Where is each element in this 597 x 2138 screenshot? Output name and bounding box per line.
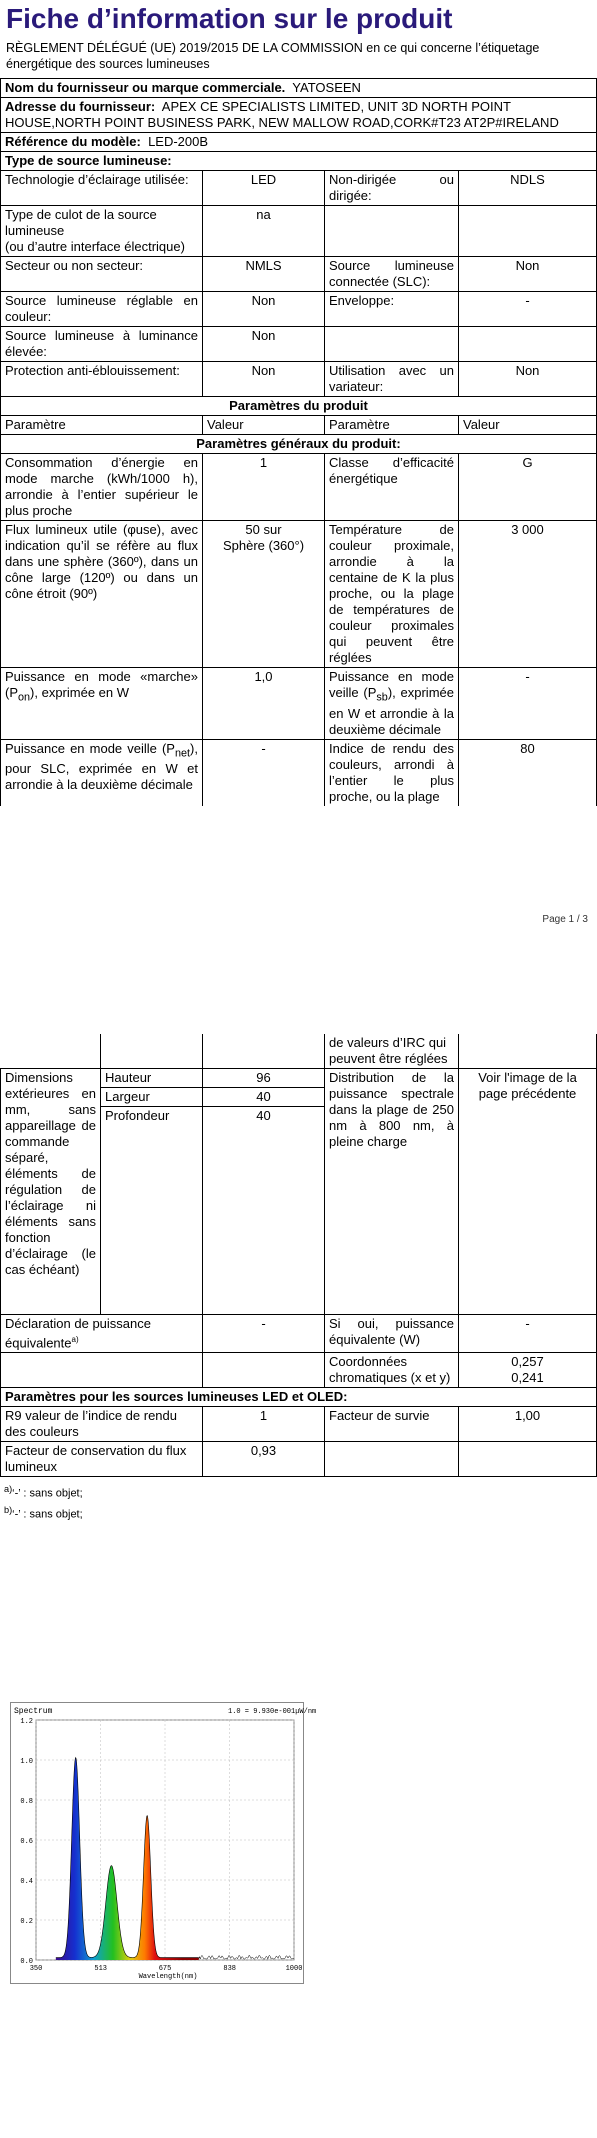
model-ref-value: LED-200B	[148, 134, 209, 149]
pon-value: 1,0	[203, 668, 325, 740]
column-header-row	[1, 416, 597, 435]
glare-label: Protection anti-éblouissement:	[1, 362, 203, 397]
pon-sub: on	[18, 691, 31, 704]
light-source-type-heading: Type de source lumineuse:	[1, 152, 597, 171]
envelope-label: Enveloppe:	[325, 292, 459, 327]
maintenance-row	[1, 1442, 597, 1477]
cct-label: Température de couleur proximale, arrondie à la centaine de K la plus proche, ou la plage de températures de couleur proximales qui peuvent être réglées	[325, 521, 459, 668]
tunable-row	[1, 292, 597, 327]
height-value: 96	[203, 1069, 325, 1088]
spectrum-x-axis-label: Wavelength(nm)	[138, 1973, 198, 1981]
supplier-name-row	[1, 79, 597, 98]
regulation-subtitle: RÈGLEMENT DÉLÉGUÉ (UE) 2019/2015 DE LA COMMISSION en ce qui concerne l’étiquetage énergétique des sources lumineuses	[6, 41, 540, 71]
survival-value: 1,00	[459, 1407, 597, 1442]
envelope-value: -	[459, 292, 597, 327]
equiv-w-label: Si oui, puissance équivalente (W)	[325, 1315, 459, 1353]
col-value-1: Valeur	[203, 416, 325, 435]
spectrum-x-tick-label: 1000	[285, 1965, 303, 1973]
spectrum-x-tick-label: 675	[158, 1965, 172, 1973]
page-1	[0, 0, 596, 806]
depth-value: 40	[203, 1107, 325, 1315]
high-luminance-row	[1, 327, 597, 362]
chroma-x: 0,257	[511, 1354, 544, 1370]
model-ref-label: Référence du modèle:	[5, 134, 141, 149]
high-luminance-value: Non	[203, 327, 325, 362]
dimensions-label: Dimensions extérieures en mm, sans appareillage de commande séparé, éléments de régulation de l’éclairage ni éléments sans fonction d’éclairage (le cas échéant)	[1, 1069, 101, 1315]
cri-label-part1: Indice de rendu des couleurs, arrondi à l’entier le plus proche, ou la plage	[325, 739, 459, 806]
col-value-2: Valeur	[459, 416, 597, 435]
equiv-w-value: -	[459, 1315, 597, 1353]
consumption-value: 1	[203, 454, 325, 521]
spectrum-y-tick-label: 1.0	[20, 1758, 33, 1766]
cri-label-part2: de valeurs d’IRC qui peuvent être réglées	[325, 1034, 459, 1069]
col-param-2: Paramètre	[325, 416, 459, 435]
efficiency-label: Classe d’efficacité énergétique	[325, 454, 459, 521]
equivalent-power-row	[1, 1315, 597, 1353]
flux-label: Flux lumineux utile (φuse), avec indication qu’il se réfère au flux dans une sphère (360º), dans un cône large (120º) ou dans un cône étroit (90º)	[1, 521, 203, 668]
consumption-row	[1, 454, 597, 521]
efficiency-value: G	[459, 454, 597, 521]
height-label: Hauteur	[101, 1069, 203, 1088]
spectrum-x-tick-label: 513	[94, 1965, 108, 1973]
mains-value: NMLS	[203, 257, 325, 292]
pon-label-post: ), exprimée en W	[30, 685, 130, 700]
flux-row	[1, 521, 597, 668]
tech-label: Technologie d’éclairage utilisée:	[1, 171, 203, 206]
cri-value: 80	[459, 739, 597, 806]
mains-label: Secteur ou non secteur:	[1, 257, 203, 292]
spectrum-y-tick-label: 0.6	[20, 1838, 33, 1846]
spectrum-y-tick-label: 1.2	[20, 1718, 33, 1726]
product-params-row	[1, 397, 597, 416]
high-luminance-label: Source lumineuse à luminance élevée:	[1, 327, 203, 362]
spectrum-frame	[11, 1703, 304, 1984]
footnote-b	[4, 1502, 592, 1523]
psb-sub: sb	[376, 691, 388, 704]
directional-label: Non-dirigée ou dirigée:	[325, 171, 459, 206]
flux-value-1: 50 sur	[245, 522, 282, 537]
chroma-y: 0,241	[511, 1370, 544, 1386]
supplier-name-label: Nom du fournisseur ou marque commerciale.	[5, 80, 286, 95]
spectrum-x-tick-label: 838	[223, 1965, 237, 1973]
footnotes	[0, 1477, 596, 1526]
maint-label: Facteur de conservation du flux lumineux	[1, 1442, 203, 1477]
psb-label-post: ), exprimée en W et arrondie à la deuxième décimale	[329, 685, 454, 737]
depth-label: Profondeur	[101, 1107, 203, 1315]
cap-label: Type de culot de la source lumineuse	[5, 207, 157, 238]
directional-value: NDLS	[459, 171, 597, 206]
power-on-row	[1, 668, 597, 740]
chroma-label: Coordonnées chromatiques (x et y)	[325, 1353, 459, 1388]
footnote-a-text: ‘-’ : sans objet;	[12, 1487, 83, 1500]
product-info-table	[0, 78, 597, 806]
product-info-table-continued	[0, 1034, 597, 1477]
r9-label: R9 valeur de l’indice de rendu des couleurs	[1, 1407, 203, 1442]
page-number: Page 1 / 3	[542, 914, 588, 925]
pon-label: Puissance en mode «marche» (P	[5, 669, 198, 700]
footnote-a-mark: a)	[4, 1484, 13, 1495]
supplier-address-row	[1, 98, 597, 133]
pnet-sub: net	[174, 747, 191, 760]
pnet-value: -	[203, 739, 325, 806]
glare-value: Non	[203, 362, 325, 397]
slc-value: Non	[459, 257, 597, 292]
cap-row	[1, 206, 597, 257]
spd-label: Distribution de la puissance spectrale dans la plage de 250 nm à 800 nm, à pleine charge	[325, 1069, 459, 1315]
glare-row	[1, 362, 597, 397]
equiv-footnote-mark: a)	[71, 1335, 79, 1344]
survival-label: Facteur de survie	[325, 1407, 459, 1442]
footnote-b-text: ‘-’ : sans objet;	[12, 1508, 83, 1521]
cct-value: 3 000	[459, 521, 597, 668]
consumption-label: Consommation d’énergie en mode marche (kWh/1000 h), arrondie à l’entier supérieur le plus proche	[1, 454, 203, 521]
footnote-a	[4, 1481, 592, 1502]
dimmer-value: Non	[459, 362, 597, 397]
dimmer-label: Utilisation avec un variateur:	[325, 362, 459, 397]
spectrum-y-tick-label: 0.2	[20, 1918, 33, 1926]
model-ref-row	[1, 133, 597, 152]
led-params-heading: Paramètres pour les sources lumineuses LED et OLED:	[1, 1388, 597, 1407]
equiv-label: Déclaration de puissance équivalente	[5, 1316, 151, 1351]
cap-value: na	[203, 206, 325, 257]
slc-label: Source lumineuse connectée (SLC):	[325, 257, 459, 292]
mains-row	[1, 257, 597, 292]
led-params-row	[1, 1388, 597, 1407]
tunable-value: Non	[203, 292, 325, 327]
page-2	[0, 1034, 596, 1527]
psb-value: -	[459, 668, 597, 740]
general-params-row	[1, 435, 597, 454]
height-row	[1, 1069, 597, 1088]
maint-value: 0,93	[203, 1442, 325, 1477]
pnet-label-post: ), pour SLC, exprimée en W et arrondie à la deuxième décimale	[5, 740, 198, 793]
spectrum-scale-text: 1.0 = 9.930e-001μW/nm	[228, 1708, 317, 1716]
spectrum-y-tick-label: 0.8	[20, 1798, 33, 1806]
psb-label: Puissance en mode veille (P	[329, 669, 454, 700]
supplier-address-value: APEX CE SPECIALISTS LIMITED, UNIT 3D NORTH POINT HOUSE,NORTH POINT BUSINESS PARK, NEW MALLOW ROAD,CORK#T23 AT2P#IRELAND	[5, 99, 559, 130]
supplier-name-value: YATOSEEN	[292, 80, 361, 95]
page-title: Fiche d’information sur le produit	[6, 3, 453, 34]
flux-value-2: Sphère (360°)	[222, 538, 305, 553]
r9-row	[1, 1407, 597, 1442]
width-value: 40	[203, 1088, 325, 1107]
spectrum-y-tick-label: 0.0	[20, 1958, 33, 1966]
product-params-heading: Paramètres du produit	[1, 397, 597, 416]
power-net-row	[1, 739, 597, 806]
tech-value: LED	[203, 171, 325, 206]
spd-value: Voir l'image de la page précédente	[459, 1069, 597, 1315]
width-label: Largeur	[101, 1088, 203, 1107]
r9-value: 1	[203, 1407, 325, 1442]
general-params-heading: Paramètres généraux du produit:	[1, 435, 597, 454]
pnet-label: Puissance en mode veille (P	[5, 740, 175, 756]
cap-label-2: (ou d’autre interface électrique)	[5, 239, 185, 254]
tunable-label: Source lumineuse réglable en couleur:	[1, 292, 203, 327]
cri-continued-row	[1, 1034, 597, 1069]
chromaticity-row	[1, 1353, 597, 1388]
spectrum-title: Spectrum	[14, 1707, 53, 1716]
supplier-address-label: Adresse du fournisseur:	[5, 99, 156, 114]
spectrum-y-tick-label: 0.4	[20, 1878, 33, 1886]
spectrum-chart	[10, 1702, 317, 1984]
spectrum-x-tick-label: 350	[29, 1965, 43, 1973]
equiv-value: -	[203, 1315, 325, 1353]
footnote-b-mark: b)	[4, 1504, 13, 1515]
col-param-1: Paramètre	[1, 416, 203, 435]
light-source-type-row	[1, 152, 597, 171]
technology-row	[1, 171, 597, 206]
